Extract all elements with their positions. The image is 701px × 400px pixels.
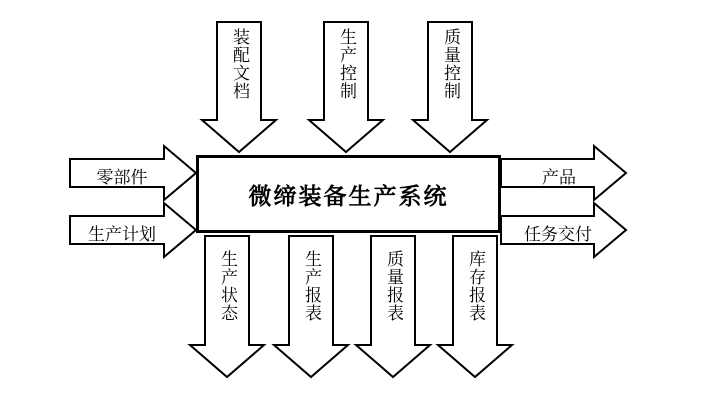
- output-bottom-label-2: 生产报表: [302, 250, 321, 322]
- output-bottom-label-3: 质量报表: [384, 250, 403, 322]
- output-right-label-1: 产品: [542, 168, 576, 187]
- output-bottom-label-1: 生产状态: [218, 250, 237, 322]
- input-top-label-2: 生产控制: [337, 28, 356, 100]
- output-bottom-label-4: 库存报表: [466, 250, 485, 322]
- input-left-label-1: 零部件: [96, 168, 148, 187]
- input-top-label-3: 质量控制: [441, 28, 460, 100]
- system-box: [196, 155, 501, 233]
- input-top-label-1: 装配文档: [230, 28, 249, 100]
- system-label: 微缔装备生产系统: [248, 182, 449, 209]
- input-left-label-2: 生产计划: [88, 225, 156, 244]
- output-right-label-2: 任务交付: [524, 225, 592, 244]
